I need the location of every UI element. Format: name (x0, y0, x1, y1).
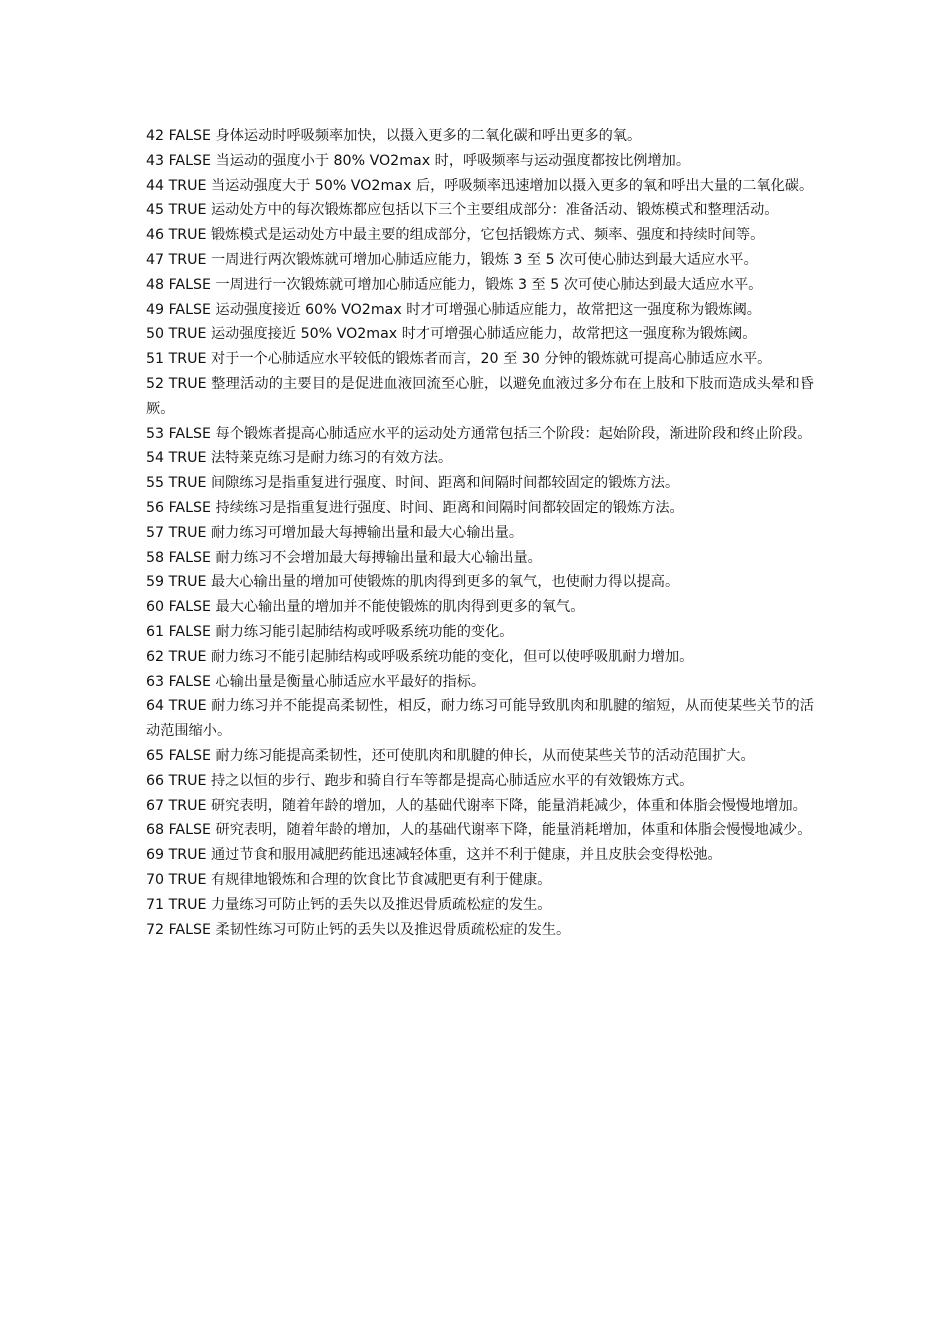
list-item: 56 FALSE 持续练习是指重复进行强度、时间、距离和间隔时间都较固定的锻炼方法。 (146, 499, 684, 516)
list-item: 69 TRUE 通过节食和服用减肥药能迅速减轻体重，这并不利于健康，并且皮肤会变得松弛。 (146, 847, 722, 864)
list-item: 58 FALSE 耐力练习不会增加最大每搏输出量和最大心输出量。 (146, 549, 542, 566)
list-item: 70 TRUE 有规律地锻炼和合理的饮食比节食减肥更有利于健康。 (146, 871, 552, 888)
list-item: 61 FALSE 耐力练习能引起肺结构或呼吸系统功能的变化。 (146, 623, 514, 640)
list-item: 45 TRUE 运动处方中的每次锻炼都应包括以下三个主要组成部分：准备活动、锻炼模式和整理活动。 (146, 202, 779, 219)
list-item: 52 TRUE 整理活动的主要目的是促进血液回流至心脏，以避免血液过多分布在上肢和下肢而造成头晕和昏厥。 (146, 375, 814, 417)
list-item: 44 TRUE 当运动强度大于 50% VO2max 后，呼吸频率迅速增加以摄入更多的氧和呼出大量的二氧化碳。 (146, 177, 814, 194)
list-item: 51 TRUE 对于一个心肺适应水平较低的锻炼者而言，20 至 30 分钟的锻炼就可提高心肺适应水平。 (146, 351, 772, 368)
list-item: 71 TRUE 力量练习可防止钙的丢失以及推迟骨质疏松症的发生。 (146, 896, 552, 913)
document-body (146, 124, 814, 942)
list-item: 62 TRUE 耐力练习不能引起肺结构或呼吸系统功能的变化，但可以使呼吸肌耐力增加。 (146, 648, 694, 665)
list-item: 47 TRUE 一周进行两次锻炼就可增加心肺适应能力，锻炼 3 至 5 次可使心肺达到最大适应水平。 (146, 251, 758, 268)
list-item: 66 TRUE 持之以恒的步行、跑步和骑自行车等都是提高心肺适应水平的有效锻炼方式。 (146, 772, 694, 789)
list-item: 54 TRUE 法特莱克练习是耐力练习的有效方法。 (146, 450, 453, 467)
list-item: 64 TRUE 耐力练习并不能提高柔韧性，相反，耐力练习可能导致肌肉和肌腱的缩短，从而使某些关节的活动范围缩小。 (146, 698, 814, 740)
list-item: 60 FALSE 最大心输出量的增加并不能使锻炼的肌肉得到更多的氧气。 (146, 599, 585, 616)
list-item: 67 TRUE 研究表明，随着年龄的增加，人的基础代谢率下降，能量消耗减少，体重和体脂会慢慢地增加。 (146, 797, 807, 814)
list-item: 50 TRUE 运动强度接近 50% VO2max 时才可增强心肺适应能力，故常把这一强度称为锻炼阈。 (146, 326, 757, 343)
list-item: 48 FALSE 一周进行一次锻炼就可增加心肺适应能力，锻炼 3 至 5 次可使心肺达到最大适应水平。 (146, 276, 763, 293)
list-item: 59 TRUE 最大心输出量的增加可使锻炼的肌肉得到更多的氧气，也使耐力得以提高。 (146, 574, 680, 591)
list-item: 68 FALSE 研究表明，随着年龄的增加，人的基础代谢率下降，能量消耗增加，体重和体脂会慢慢地减少。 (146, 822, 812, 839)
list-item: 63 FALSE 心输出量是衡量心肺适应水平最好的指标。 (146, 673, 486, 690)
list-item: 55 TRUE 间隙练习是指重复进行强度、时间、距离和间隔时间都较固定的锻炼方法。 (146, 475, 680, 492)
list-item: 49 FALSE 运动强度接近 60% VO2max 时才可增强心肺适应能力，故常把这一强度称为锻炼阈。 (146, 301, 761, 318)
list-item: 65 FALSE 耐力练习能提高柔韧性，还可使肌肉和肌腱的伸长，从而使某些关节的活动范围扩大。 (146, 747, 755, 764)
list-item: 42 FALSE 身体运动时呼吸频率加快，以摄入更多的二氧化碳和呼出更多的氧。 (146, 128, 642, 144)
list-item: 43 FALSE 当运动的强度小于 80% VO2max 时，呼吸频率与运动强度都按比例增加。 (146, 152, 691, 169)
list-item: 46 TRUE 锻炼模式是运动处方中最主要的组成部分，它包括锻炼方式、频率、强度和持续时间等。 (146, 227, 765, 244)
list-item: 72 FALSE 柔韧性练习可防止钙的丢失以及推迟骨质疏松症的发生。 (146, 921, 571, 938)
list-item: 53 FALSE 每个锻炼者提高心肺适应水平的运动处方通常包括三个阶段：起始阶段，渐进阶段和终止阶段。 (146, 425, 812, 442)
list-item: 57 TRUE 耐力练习可增加最大每搏输出量和最大心输出量。 (146, 524, 524, 541)
